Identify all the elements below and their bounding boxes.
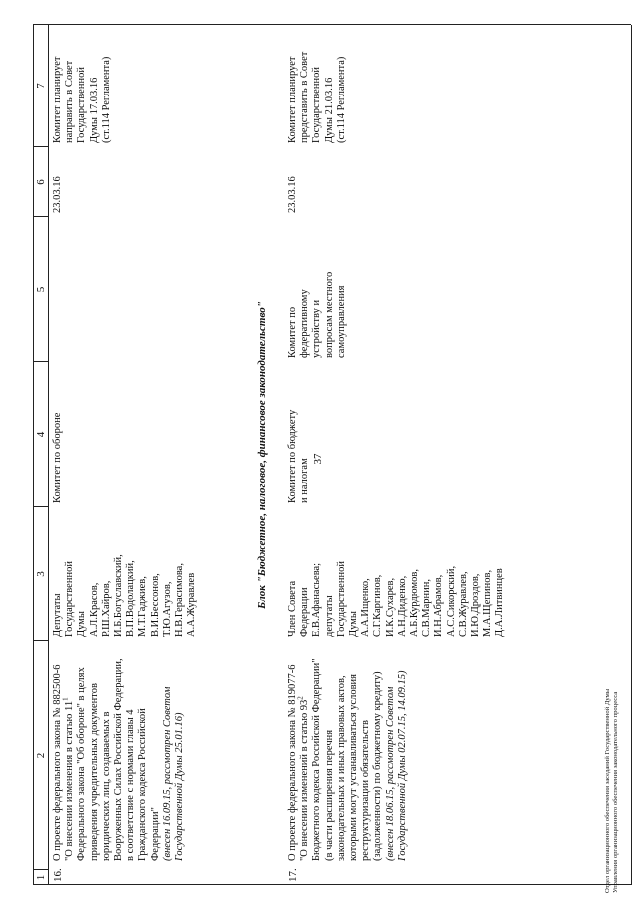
text-line (61, 636, 76, 861)
footer-note (604, 689, 620, 893)
text-line: и налогам (299, 458, 311, 503)
text-line: которыми могут устанавливаться условия (348, 674, 360, 861)
header-col-2: 2 (35, 752, 47, 759)
block-title: Блок "Бюджетное, налоговое, финансовое законодательство" (256, 301, 268, 609)
text-line: законодательных и иных правовых актов, (335, 675, 347, 861)
text-line: (внесен 18.06.15, рассмотрен Советом (384, 686, 396, 861)
header-col-5: 5 (35, 286, 47, 293)
text-line: (ст.114 Регламента) (100, 56, 112, 143)
text-line: устройству и (311, 299, 323, 358)
row-16-date: 23.03.16 (52, 176, 63, 213)
text-line: депутаты (323, 595, 335, 637)
text-line: А.Б.Курдюмов, (409, 569, 421, 637)
text-line: Думы (76, 611, 88, 637)
text-line: А.С.Сикорский, (445, 565, 457, 637)
text-line: Государственной (76, 67, 88, 143)
text-line (296, 636, 311, 861)
text-line: Государственной (64, 561, 76, 637)
text-line: направить в Совет (64, 60, 76, 143)
text-line: Р.Ш.Хайров, (100, 580, 112, 637)
footer-line: Отдел организационного обеспечения заседаний Государственной Думы (604, 688, 611, 893)
text-line: С.Г.Каргинов, (372, 574, 384, 637)
text-line: (внесен 16.09.15, рассмотрен Советом (161, 686, 173, 861)
text-line: Комитет планирует (287, 56, 298, 143)
superscript: 2 (296, 696, 305, 700)
text-line-part: О проекте федерального закона № 882500-6 (52, 664, 63, 861)
text-line: Комитет планирует (52, 56, 63, 143)
text-line: Федерального закона "Об обороне" в целях (76, 667, 88, 861)
text-line: вопросам местного (323, 271, 335, 358)
text-line (52, 636, 64, 861)
column-border (33, 884, 631, 885)
text-line: (в части расширения перечня (323, 729, 335, 861)
text-line: В.П.Водолацкий, (125, 560, 137, 637)
header-col-1: 1 (35, 874, 47, 881)
text-line: самоуправления (335, 285, 347, 358)
text-line: Вооруженных Силах Российской Федерации, (113, 658, 125, 861)
text-line: А.Н.Диденко, (396, 575, 408, 637)
text-line: Гражданского кодекса Российской (137, 708, 149, 861)
text-line: В.И.Бессонов, (149, 573, 161, 637)
header-col-7: 7 (35, 83, 47, 89)
text-line: И.Н.Абрамов, (433, 574, 445, 637)
superscript: 1 (61, 697, 70, 701)
text-line: юридических лиц, создаваемых в (100, 711, 112, 861)
row-16-authors (52, 505, 198, 637)
text-line: О проекте федерального закона № 819077-6 (287, 664, 298, 861)
row-17-date: 23.03.16 (287, 176, 298, 213)
text-line: Н.В.Герасимова, (174, 563, 186, 637)
header-bottom-border (48, 25, 49, 885)
row-16-notes (52, 25, 113, 143)
row-number: 16. (52, 868, 64, 882)
text-line: Член Совета (287, 580, 298, 637)
text-line: приведения учредительных документов (88, 683, 100, 861)
text-line: Комитет по обороне (52, 412, 63, 503)
text-line-part: "О внесении изменений в статью 93 (299, 699, 311, 861)
text-line: (ст.114 Регламента) (335, 56, 347, 143)
text-line: Комитет по бюджету (287, 409, 298, 503)
text-line: реструктуризации обязательств (360, 720, 372, 861)
header-col-4: 4 (35, 431, 47, 438)
row-17-committee (287, 363, 311, 503)
text-line: (задолженности) по бюджетному кредиту) (372, 671, 384, 861)
text-line: Думы 17.03.16 (88, 77, 100, 143)
footer-line: Управления организационного обеспечения законодательного процесса (612, 691, 619, 893)
text-line: И.Ю.Дроздов, (470, 573, 482, 637)
row-17-authors (287, 505, 507, 637)
row-17-notes (287, 25, 348, 143)
page-number: 37 (312, 453, 324, 465)
text-line: Государственной Думы 25.01.16) (174, 712, 186, 861)
text-line: Д.А.Литвинцев (494, 568, 506, 637)
text-line: М.Т.Гаджиев, (137, 576, 149, 637)
text-line: Е.В.Афанасьева; (311, 562, 323, 637)
text-line: И.К.Сухарев, (384, 577, 396, 637)
text-line: М.А.Щепинов, (482, 569, 494, 637)
text-line: федеративному (299, 289, 311, 358)
text-line: Государственной (311, 67, 323, 143)
table-bottom-border (631, 25, 632, 885)
text-line: А.А.Ищенко, (360, 578, 372, 637)
text-line: Т.Ю.Агузов, (161, 581, 173, 637)
text-line: Думы 21.03.16 (323, 77, 335, 143)
text-line: И.Б.Богуславский, (113, 554, 125, 637)
text-line: в соответствие с нормами главы 4 (125, 709, 137, 861)
text-line: Бюджетного кодекса Российской Федерации" (311, 658, 323, 861)
text-line: А.Л.Красов, (88, 582, 100, 637)
text-line: Думы (348, 611, 360, 637)
text-line: С.В.Журавлев, (457, 571, 469, 637)
text-line: А.А.Журавлев (186, 572, 198, 637)
row-number: 17. (287, 868, 299, 882)
row-17-co-committee (287, 218, 348, 358)
table-top-border (33, 25, 34, 885)
header-col-3: 3 (35, 571, 47, 577)
row-16-bill-description (52, 636, 186, 861)
text-line: Федерации" (149, 807, 161, 861)
text-line: Федерации (299, 587, 311, 637)
text-line: С.В.Марнин, (421, 579, 433, 637)
text-line: Государственной (335, 561, 347, 637)
header-col-6: 6 (35, 179, 47, 185)
text-line: Государственной Думы 02.07.15, 14.09.15) (396, 670, 408, 861)
row-17-bill-description (287, 636, 409, 861)
row-16-committee (52, 363, 64, 503)
text-line: Комитет по (287, 306, 298, 358)
text-line: Депутаты (52, 593, 63, 637)
text-line-part: "О внесении изменения в статью 11 (64, 700, 76, 861)
text-line: представить в Совет (299, 51, 311, 143)
